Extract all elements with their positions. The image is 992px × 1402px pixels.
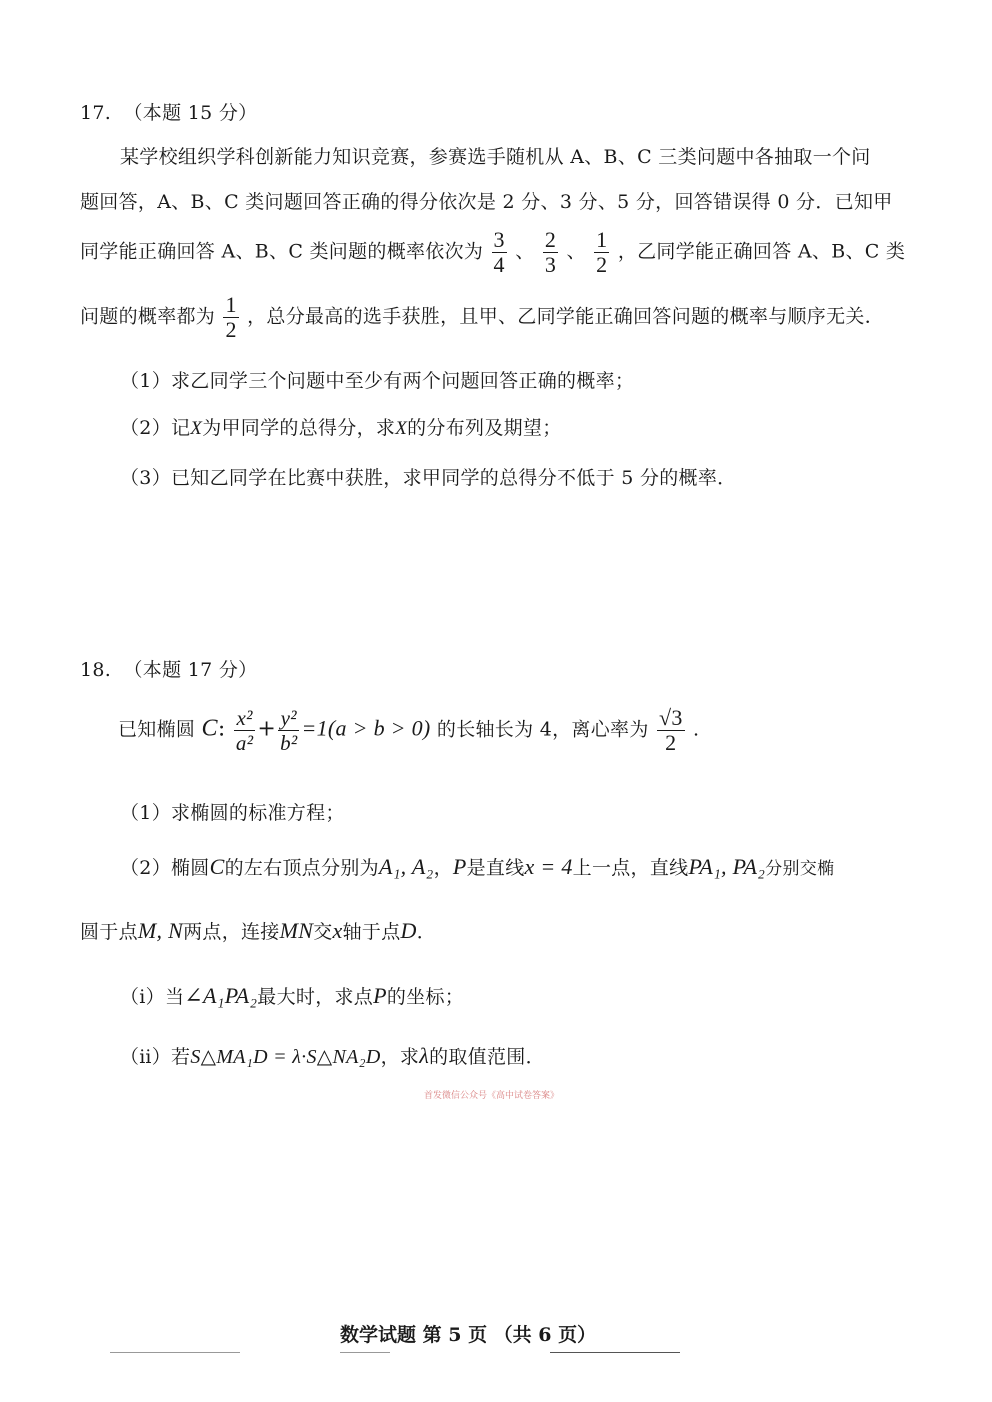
q18-part2b-a: 圆于点 (80, 921, 138, 943)
q18-stem-pre: 已知椭圆 (118, 718, 196, 741)
q17-sub2 (120, 413, 562, 440)
equation-rest: =1(a > b > 0) (301, 715, 431, 741)
q18-i-c: 的坐标； (386, 986, 465, 1008)
q18-ii-b: ，求 (380, 1046, 420, 1068)
point-d: D (400, 918, 417, 943)
watermark-text: 首发微信公众号《高中试卷答案》 (424, 1091, 560, 1101)
q18-part2b-c: 交 (313, 921, 333, 943)
q18-i-b: 最大时，求点 (257, 986, 374, 1008)
q18-part2b-b: 两点，连接 (183, 921, 280, 943)
curve-c: C (209, 854, 225, 879)
q17-sub2-c: 的分布列及期望； (407, 417, 562, 439)
q18-part-i (120, 982, 464, 1009)
footer-rule-mid (340, 1352, 390, 1353)
q17-sub2-b: 为甲同学的总得分，求 (202, 417, 396, 439)
var-x: x (332, 918, 343, 943)
q18-part2-e: 分别交椭 (765, 859, 835, 879)
q18-part2b-d: 轴于点 (342, 921, 401, 943)
q18-ii-c: 的取值范围． (429, 1046, 545, 1068)
q17-sep1: 、 (515, 240, 535, 263)
eccentricity-fraction: $\frac{√3}{2}$ (658, 705, 683, 755)
q18-part2-a: （2）椭圆 (120, 857, 210, 879)
q17-sub3: （3）已知乙同学在比赛中获胜，求甲同学的总得分不低于 5 分的概率． (120, 467, 737, 489)
q17-line2: 题回答，A、B、C 类问题回答正确的得分依次是 2 分、3 分、5 分，回答错误得 0 分．已知甲 (80, 191, 893, 213)
area-equation: S△MA₁D = λ·S△NA₂D (190, 1046, 381, 1068)
q18-stem (118, 706, 699, 755)
q18-i-a: （ⅰ）当 (120, 986, 185, 1008)
q17-header (80, 98, 257, 125)
q18-ii-a: （ⅱ）若 (120, 1046, 191, 1068)
q17-sub1: （1）求乙同学三个问题中至少有两个问题回答正确的概率； (120, 370, 635, 392)
q17-line1: 某学校组织学科创新能力知识竞赛，参赛选手随机从 A、B、C 三类问题中各抽取一个问 (120, 146, 871, 168)
point-p: P (373, 983, 387, 1008)
footer-rule-left (110, 1352, 240, 1353)
q18-points: （本题 17 分） (123, 659, 258, 681)
var-x: X (190, 418, 203, 439)
footer-rule-right (550, 1352, 680, 1353)
q17-sub2-a: （2）记 (120, 417, 191, 439)
fraction-y2-b2: $\frac{\text{y²}}{\text{b²}}$ (280, 706, 298, 755)
q18-part2 (120, 853, 834, 880)
q17-number: 17. (80, 102, 112, 124)
q18-part2-d: 上一点，直线 (572, 857, 689, 879)
line-x-4: x = 4 (524, 854, 573, 879)
fraction-x2-a2: $\frac{\text{x²}}{\text{a²}}$ (235, 706, 254, 755)
q18-part1: （1）求椭圆的标准方程； (120, 802, 345, 824)
fraction-3-4: $\frac{3}{4}$ (493, 227, 505, 277)
angle-a1pa2: ∠A₁PA₂ (184, 983, 258, 1008)
q18-part2-b: 的左右顶点分别为 (224, 857, 379, 879)
q18-stem-end: . (693, 718, 700, 741)
points-m-n: M, N (137, 918, 184, 943)
q17-line3 (80, 228, 905, 277)
q18-part2-line2 (80, 917, 436, 944)
comma: ， (433, 857, 453, 879)
period: ． (416, 921, 437, 943)
page-footer: 数学试题 第 5 页 （共 6 页） (340, 1324, 597, 1346)
var-x: X (395, 418, 408, 439)
q18-stem-mid: 的长轴长为 4，离心率为 (436, 718, 649, 741)
plus-sign: + (257, 716, 277, 742)
q17-line3-post: ，乙同学能正确回答 A、B、C 类 (617, 240, 906, 263)
segment-mn: MN (279, 918, 314, 943)
q17-line3-pre: 同学能正确回答 A、B、C 类问题的概率依次为 (80, 240, 484, 263)
q17-line4-post: ，总分最高的选手获胜，且甲、乙同学能正确回答问题的概率与顺序无关． (247, 305, 885, 328)
q17-line4-pre: 问题的概率都为 (80, 305, 216, 328)
colon: : (217, 716, 226, 742)
q17-points: （本题 15 分） (123, 102, 258, 124)
q18-header (80, 655, 257, 682)
lines-pa1-pa2: PA₁, PA₂ (688, 854, 766, 879)
vertices-a1-a2: A₁, A₂ (378, 854, 434, 879)
q18-number: 18. (80, 659, 112, 681)
q18-part-ii (120, 1042, 545, 1069)
fraction-2-3: $\frac{2}{3}$ (544, 227, 557, 277)
fraction-half: $\frac{1}{2}$ (225, 292, 237, 342)
lambda: λ (419, 1043, 430, 1068)
q17-line4 (80, 293, 884, 342)
fraction-1-2: $\frac{1}{2}$ (596, 227, 608, 277)
q18-part2-c2: 是直线 (466, 857, 525, 879)
point-p: P (452, 854, 467, 879)
q17-sep2: 、 (566, 240, 586, 263)
curve-c: C (201, 715, 218, 742)
